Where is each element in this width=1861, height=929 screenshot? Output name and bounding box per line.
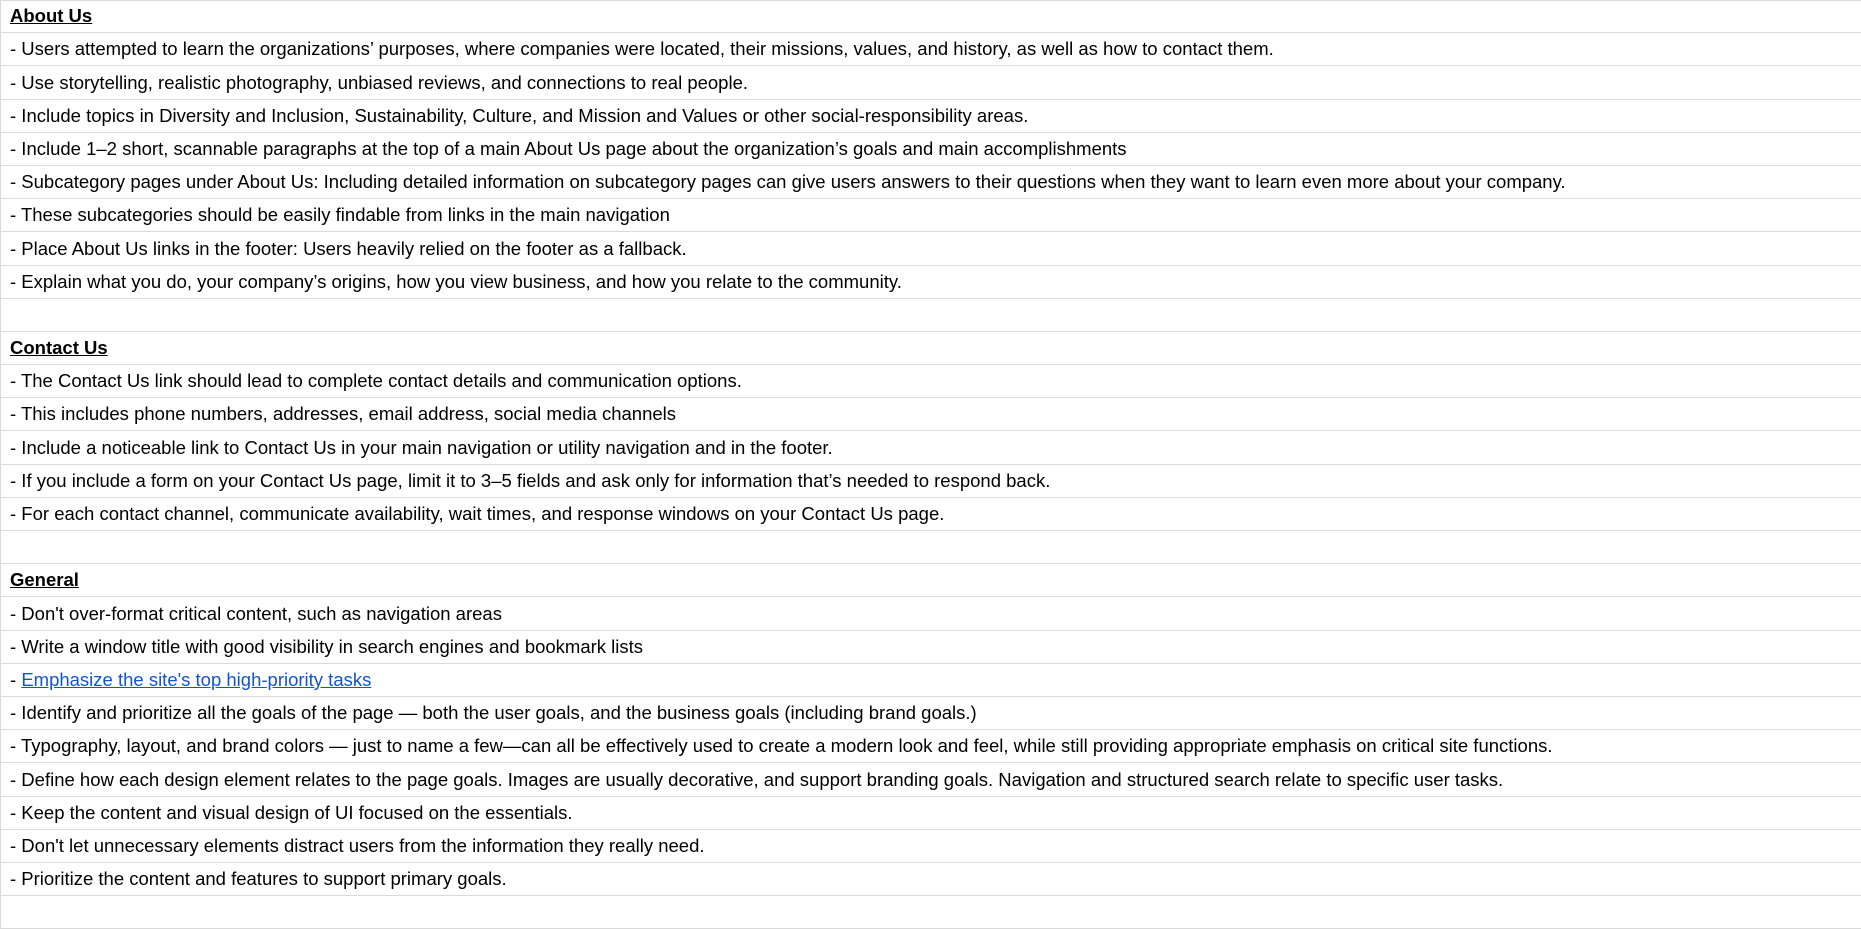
- list-item: - Prioritize the content and features to support primary goals.: [10, 868, 507, 890]
- list-item: - Include 1–2 short, scannable paragraphs at the top of a main About Us page about the organization’s goals and main accomplishments: [10, 137, 1127, 159]
- list-item: - Include topics in Diversity and Inclusion, Sustainability, Culture, and Mission and Values or other social-responsibility areas.: [10, 104, 1029, 126]
- empty-cell-row[interactable]: [1, 299, 1861, 332]
- section-heading-general: General: [10, 569, 79, 591]
- list-item: - Don't let unnecessary elements distract users from the information they really need.: [10, 834, 705, 856]
- cell-row[interactable]: [1, 232, 1861, 265]
- cell-row[interactable]: [1, 730, 1861, 763]
- list-item: - Identify and prioritize all the goals of the page — both the user goals, and the business goals (including brand goals.): [10, 702, 977, 724]
- list-item: - Users attempted to learn the organizations’ purposes, where companies were located, their missions, values, and history, as well as how to contact them.: [10, 38, 1274, 60]
- cell-row[interactable]: [1, 0, 1861, 33]
- cell-row[interactable]: [1, 763, 1861, 796]
- cell-row[interactable]: [1, 398, 1861, 431]
- cell-row[interactable]: [1, 199, 1861, 232]
- list-item: - Use storytelling, realistic photography, unbiased reviews, and connections to real people.: [10, 71, 749, 93]
- cell-row[interactable]: [1, 863, 1861, 896]
- section-heading-contact-us: Contact Us: [10, 337, 108, 359]
- section-heading-about-us: About Us: [10, 5, 93, 27]
- list-item: - Include a noticeable link to Contact Us in your main navigation or utility navigation and in the footer.: [10, 436, 833, 458]
- cell-row[interactable]: [1, 332, 1861, 365]
- list-item: - The Contact Us link should lead to complete contact details and communication options.: [10, 370, 742, 392]
- list-item: - Write a window title with good visibility in search engines and bookmark lists: [10, 635, 644, 657]
- empty-cell-row[interactable]: [1, 531, 1861, 564]
- cell-row[interactable]: [1, 465, 1861, 498]
- cell-row[interactable]: [1, 498, 1861, 531]
- cell-row[interactable]: [1, 365, 1861, 398]
- list-item-prefix: -: [10, 668, 22, 690]
- cell-row[interactable]: [1, 697, 1861, 730]
- list-item: - For each contact channel, communicate availability, wait times, and response windows on your Contact Us page.: [10, 503, 945, 524]
- list-item: - These subcategories should be easily findable from links in the main navigation: [10, 204, 670, 226]
- list-item: - Place About Us links in the footer: Users heavily relied on the footer as a fallback.: [10, 237, 687, 259]
- list-item: - This includes phone numbers, addresses, email address, social media channels: [10, 403, 677, 425]
- cell-row[interactable]: [1, 597, 1861, 630]
- emphasize-tasks-link[interactable]: Emphasize the site's top high-priority tasks: [21, 668, 372, 690]
- empty-cell-row[interactable]: [1, 896, 1861, 929]
- cell-row[interactable]: [1, 797, 1861, 830]
- list-item: - If you include a form on your Contact Us page, limit it to 3–5 fields and ask only for information that’s needed to respond back.: [10, 469, 1051, 491]
- list-item: - Don't over-format critical content, such as navigation areas: [10, 602, 502, 624]
- cell-row[interactable]: [1, 431, 1861, 464]
- cell-row[interactable]: [1, 33, 1861, 66]
- cell-row[interactable]: [1, 133, 1861, 166]
- cell-row[interactable]: [1, 631, 1861, 664]
- list-item: - Subcategory pages under About Us: Including detailed information on subcategory pages can give users answers to their questions when they want to learn even more about your company.: [10, 171, 1566, 193]
- cell-row[interactable]: [1, 664, 1861, 697]
- list-item: - Typography, layout, and brand colors — just to name a few—can all be effectively used to create a modern look and feel, while still providing appropriate emphasis on critical site functions.: [10, 735, 1553, 757]
- cell-row[interactable]: [1, 830, 1861, 863]
- cell-row[interactable]: [1, 564, 1861, 597]
- cell-row[interactable]: [1, 266, 1861, 299]
- list-item: - Keep the content and visual design of UI focused on the essentials.: [10, 801, 573, 823]
- cell-row[interactable]: [1, 166, 1861, 199]
- list-item: - Explain what you do, your company’s origins, how you view business, and how you relate to the community.: [10, 270, 902, 292]
- list-item: - Define how each design element relates to the page goals. Images are usually decorative, and support branding goals. Navigation and structured search relate to specific user tasks.: [10, 768, 1504, 790]
- cell-row[interactable]: [1, 66, 1861, 99]
- cell-row[interactable]: [1, 100, 1861, 133]
